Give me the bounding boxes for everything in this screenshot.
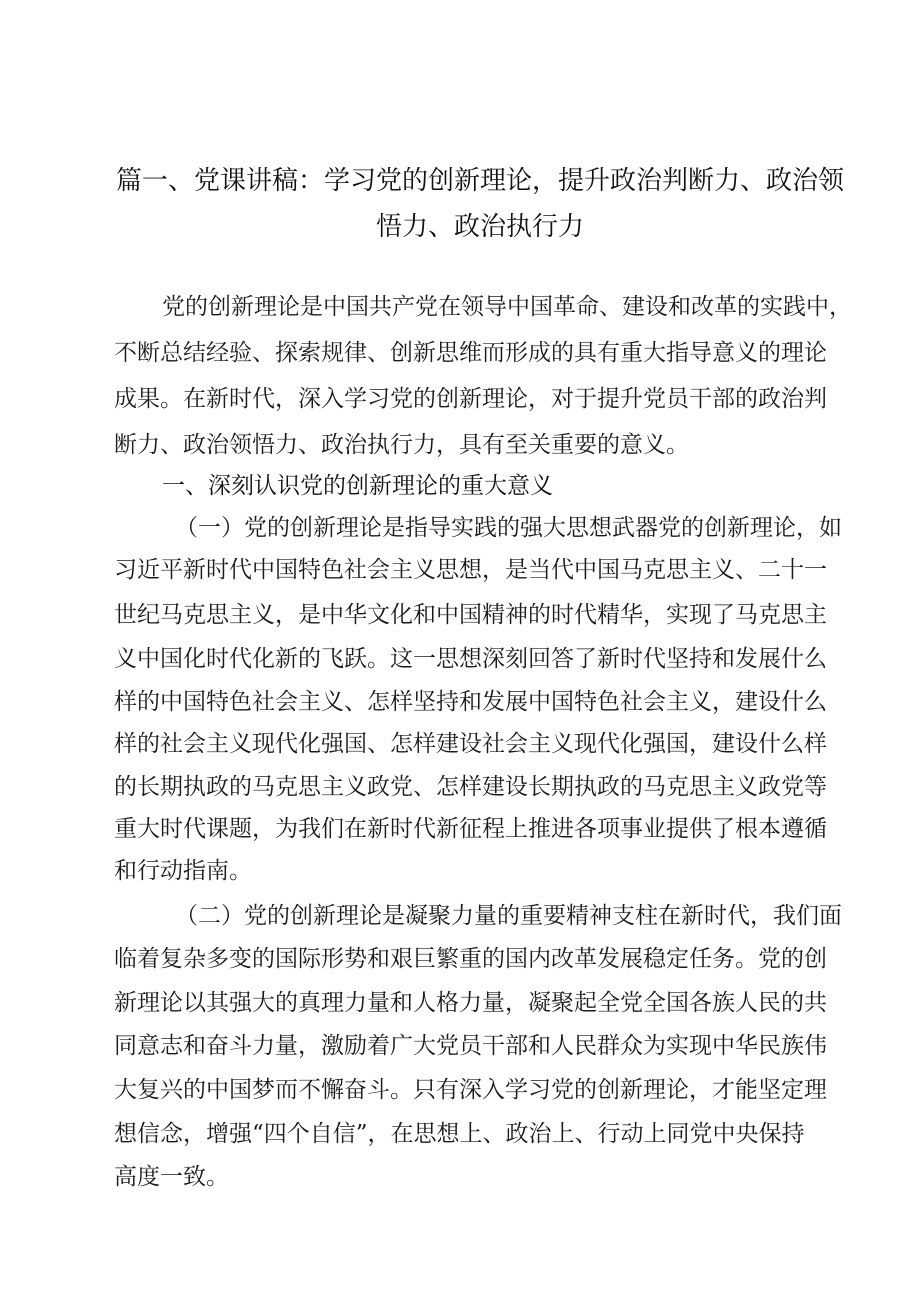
paragraph-2-line-2: 习近平新时代中国特色社会主义思想，是当代中国马克思主义、二十一 [114,557,827,583]
paragraph-3-line-6: 想信念，增强“四个自信”，在思想上、政治上、行动上同党中央保持 [114,1121,805,1147]
paragraph-2-line-4: 义中国化时代化新的飞跃。这一思想深刻回答了新时代坚持和发展什么 [114,646,827,672]
paragraph-2-line-6: 样的社会主义现代化强国、怎样建设社会主义现代化强国，建设什么样 [114,731,827,757]
paragraph-1-line-4: 断力、政治领悟力、政治执行力，具有至关重要的意义。 [114,432,689,458]
paragraph-3-line-3: 新理论以其强大的真理力量和人格力量，凝聚起全党全国各族人民的共 [114,990,827,1016]
paragraph-3-line-2: 临着复杂多变的国际形势和艰巨繁重的国内改革发展稳定任务。党的创 [114,946,827,972]
paragraph-1-line-1: 党的创新理论是中国共产党在领导中国革命、建设和改革的实践中， [162,294,852,320]
paragraph-2-line-5: 样的中国特色社会主义、怎样坚持和发展中国特色社会主义，建设什么 [114,689,827,715]
section-heading: 一、深刻认识党的创新理论的重大意义 [162,473,553,499]
paragraph-2-line-7: 的长期执政的马克思主义政党、怎样建设长期执政的马克思主义政党等 [114,774,827,800]
paragraph-3-line-1: （二）党的创新理论是凝聚力量的重要精神支柱在新时代，我们面 [175,903,842,929]
paragraph-3-line-7: 高度一致。 [114,1164,229,1190]
paragraph-2-line-3: 世纪马克思主义，是中华文化和中国精神的时代精华，实现了马克思主 [114,602,827,628]
paragraph-2-line-8: 重大时代课题，为我们在新时代新征程上推进各项事业提供了根本遵循 [114,816,827,842]
paragraph-2-line-1: （一）党的创新理论是指导实践的强大思想武器党的创新理论，如 [175,515,842,541]
paragraph-2-line-9: 和行动指南。 [114,858,252,884]
paragraph-3-line-4: 同意志和奋斗力量，激励着广大党员干部和人民群众为实现中华民族伟 [114,1033,827,1059]
paragraph-1-line-2: 不断总结经验、探索规律、创新思维而形成的具有重大指导意义的理论 [114,340,827,366]
document-title: 篇一、党课讲稿：学习党的创新理论，提升政治判断力、政治领悟力、政治执行力 [115,166,844,242]
paragraph-1-line-3: 成果。在新时代，深入学习党的创新理论，对于提升党员干部的政治判 [114,386,827,412]
paragraph-3-line-5: 大复兴的中国梦而不懈奋斗。只有深入学习党的创新理论，才能坚定理 [114,1077,827,1103]
